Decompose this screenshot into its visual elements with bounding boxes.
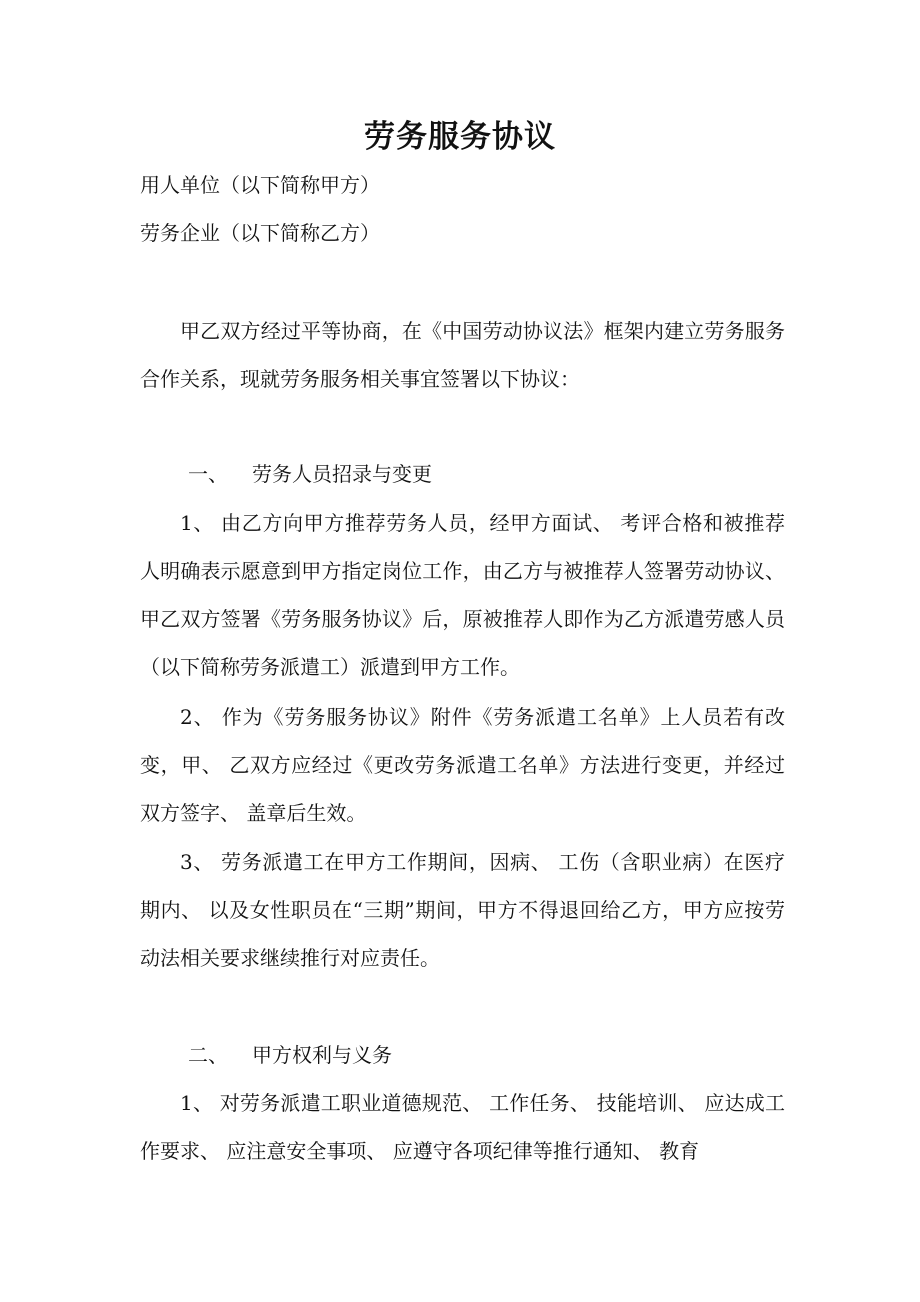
section-number: 二、 — [188, 1043, 228, 1067]
party-b-line: 劳务企业（以下简称乙方） — [140, 221, 380, 245]
clause-1-2: 2、 作为《劳务服务协议》附件《劳务派遣工名单》上人员若有改变，甲、 乙双方应经过《更改劳务派遣工名单》方法进行变更，并经过双方签字、 盖章后生效。 — [140, 705, 785, 825]
section-title: 甲方权利与义务 — [252, 1043, 392, 1067]
section-number: 一、 — [188, 462, 228, 486]
intro-paragraph: 甲乙双方经过平等协商，在《中国劳动协议法》框架内建立劳务服务合作关系，现就劳务服务相关事宜签署以下协议： — [140, 319, 785, 391]
party-a-line: 用人单位（以下简称甲方） — [140, 173, 380, 197]
section-heading-1 — [188, 450, 432, 498]
section-heading-2 — [188, 1031, 392, 1079]
clause-2-1: 1、 对劳务派遣工职业道德规范、 工作任务、 技能培训、 应达成工作要求、 应注意安全事项、 应遵守各项纪律等推行通知、 教育 — [140, 1091, 785, 1163]
document-title: 劳务服务协议 — [364, 119, 556, 155]
clause-1-1: 1、 由乙方向甲方推荐劳务人员，经甲方面试、 考评合格和被推荐人明确表示愿意到甲方指定岗位工作，由乙方与被推荐人签署劳动协议、甲乙双方签署《劳务服务协议》后，原被推荐人即作为乙方派遣劳感人员（以下简称劳务派遣工）派遣到甲方工作。 — [140, 511, 785, 679]
section-title: 劳务人员招录与变更 — [252, 462, 432, 486]
clause-1-3: 3、 劳务派遣工在甲方工作期间，因病、 工伤（含职业病）在医疗期内、 以及女性职员在“三期”期间，甲方不得退回给乙方，甲方应按劳动法相关要求继续推行对应责任。 — [140, 850, 785, 970]
